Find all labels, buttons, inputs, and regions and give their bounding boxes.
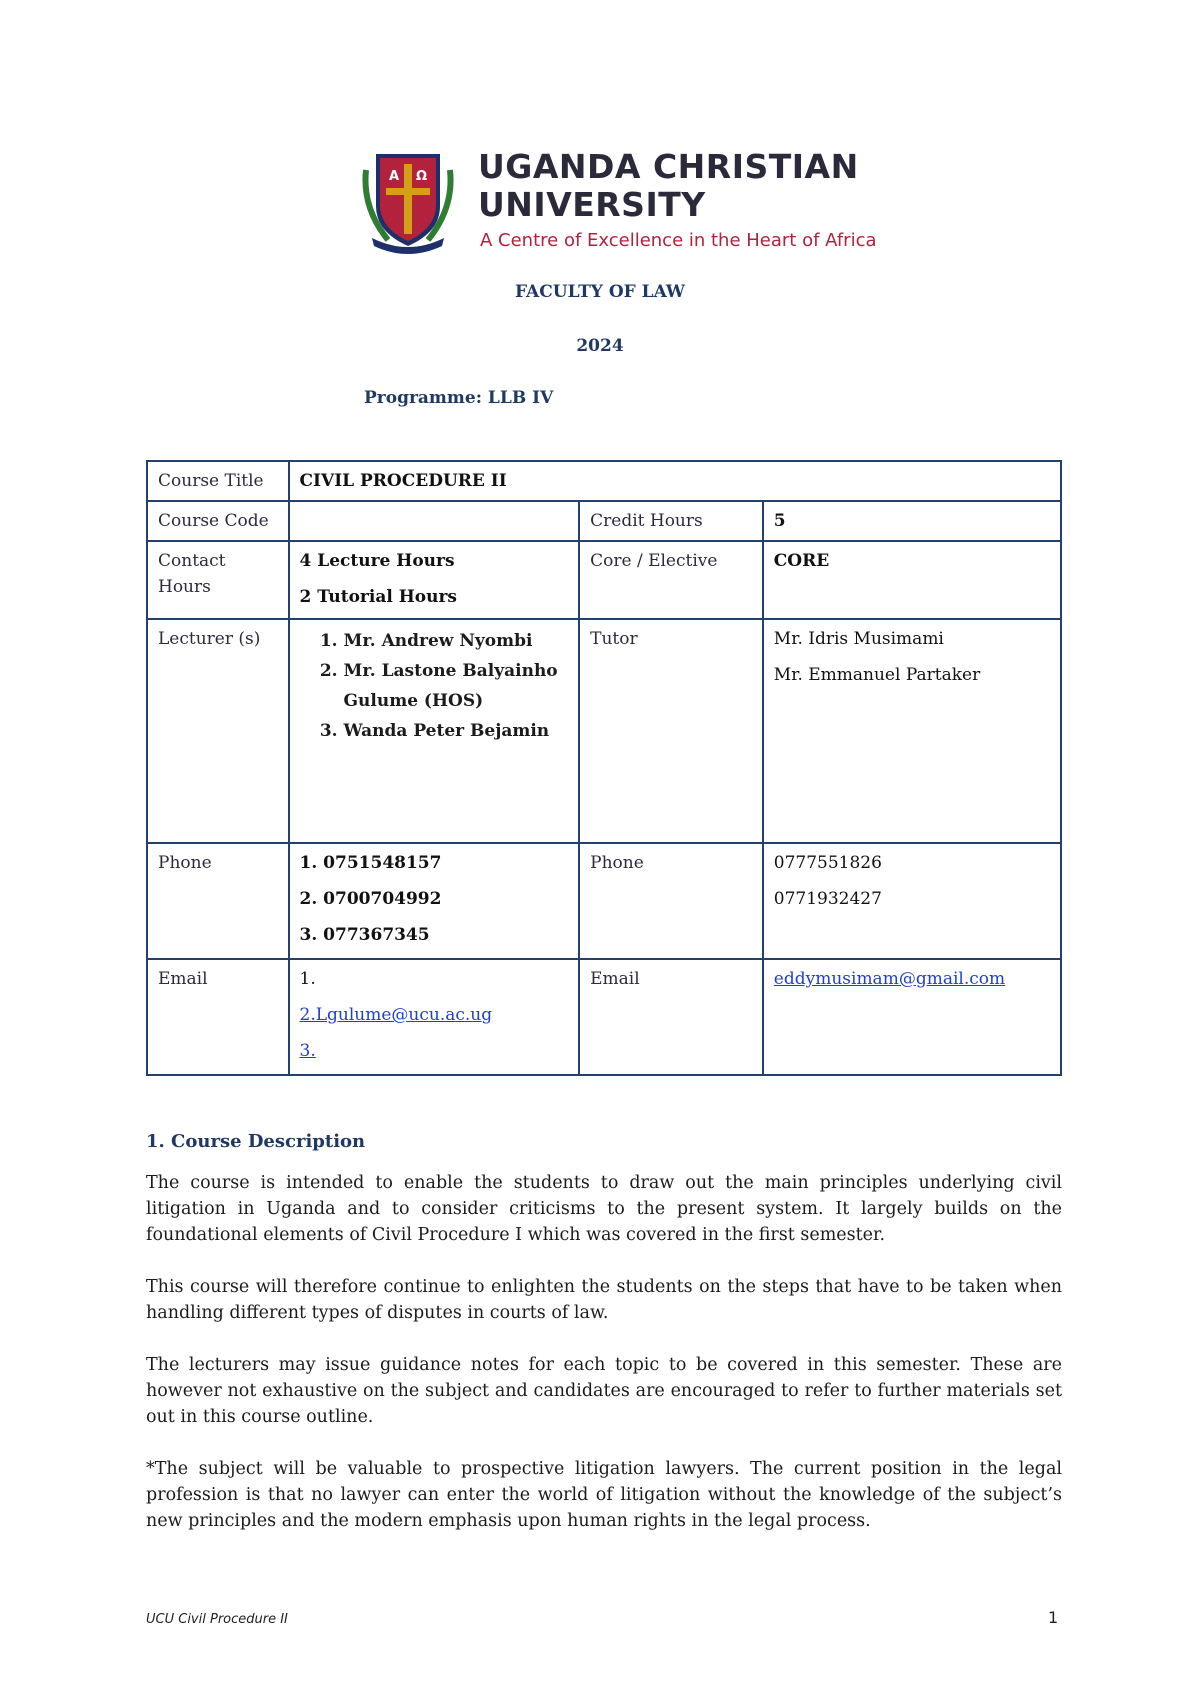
phone-label: Phone: [147, 843, 289, 959]
paragraph: This course will therefore continue to enlighten the students on the steps that have to be taken when handling different types of disputes in courts of law.: [146, 1277, 1062, 1323]
phone-number: 1. 0751548157: [299, 853, 442, 873]
phone-number: 2. 0700704992: [299, 889, 442, 909]
university-tagline: A Centre of Excellence in the Heart of Africa: [480, 230, 877, 251]
lecturers-label: Lecturer (s): [147, 619, 289, 843]
credit-hours-label: Credit Hours: [579, 501, 763, 541]
phone-number: 0777551826: [773, 853, 882, 873]
tutor-value: [763, 619, 1061, 843]
email-entry: 1.: [299, 969, 316, 989]
page-number: 1: [1048, 1608, 1059, 1627]
university-crest-icon: [358, 148, 458, 258]
tutor-phones: [763, 843, 1061, 959]
lecturers-value: [289, 619, 580, 843]
email-link[interactable]: 3.: [299, 1041, 316, 1061]
tutor-label: Tutor: [579, 619, 763, 843]
email-label: Email: [147, 959, 289, 1075]
contact-hours-label: Contact Hours: [147, 541, 289, 619]
lecturer-emails: [289, 959, 580, 1075]
core-elective-value: CORE: [763, 541, 1061, 619]
email-link[interactable]: eddymusimam@gmail.com: [773, 969, 1006, 989]
lecture-hours: 4 Lecture Hours: [299, 551, 455, 571]
list-item: 1. Mr. Andrew Nyombi: [344, 626, 569, 656]
tutor-email: [763, 959, 1061, 1075]
table-row: [147, 501, 1061, 541]
list-item: 3. Wanda Peter Bejamin: [344, 716, 569, 746]
phone-number: 0771932427: [773, 889, 882, 909]
paragraph: The lecturers may issue guidance notes for each topic to be covered in this semester. These are however not exhaustive on the subject and candidates are encouraged to refer to further materials set out in this course outline.: [146, 1355, 1062, 1427]
table-row: [147, 959, 1061, 1075]
year-heading: 2024: [576, 336, 624, 356]
table-row: [147, 619, 1061, 843]
tutorial-hours: 2 Tutorial Hours: [299, 587, 457, 607]
table-row: [147, 843, 1061, 959]
paragraph: *The subject will be valuable to prospective litigation lawyers. The current position in the legal profession is that no lawyer can enter the world of litigation without the knowledge of the subject’s new principles and the modern emphasis upon human rights in the legal process.: [146, 1459, 1062, 1531]
course-code-label: Course Code: [147, 501, 289, 541]
contact-hours-value: [289, 541, 580, 619]
section-title: 1. Course Description: [146, 1131, 366, 1152]
course-title-value: CIVIL PROCEDURE II: [289, 461, 1061, 501]
lecturers-list: [300, 626, 569, 746]
svg-text:Ω: Ω: [416, 169, 428, 184]
credit-hours-value: 5: [763, 501, 1061, 541]
course-title-label: Course Title: [147, 461, 289, 501]
phone-number: 3. 077367345: [299, 925, 430, 945]
university-logo: [358, 147, 877, 260]
course-code-value: [289, 501, 580, 541]
lecturer-phones: [289, 843, 580, 959]
tutor-name: Mr. Idris Musimami: [773, 629, 944, 649]
programme-heading: Programme: LLB IV: [364, 388, 554, 408]
paragraph: The course is intended to enable the students to draw out the main principles underlying civil litigation in Uganda and to consider criticisms to the present system. It largely builds on the foundational elements of Civil Procedure I which was covered in the first semester.: [146, 1173, 1062, 1245]
university-name: UGANDA CHRISTIAN UNIVERSITY: [478, 147, 859, 224]
table-row: [147, 541, 1061, 619]
email-link[interactable]: 2.Lgulume@ucu.ac.ug: [299, 1005, 493, 1025]
list-item: 2. Mr. Lastone Balyainho Gulume (HOS): [344, 656, 569, 716]
faculty-heading: FACULTY OF LAW: [514, 282, 686, 302]
tutor-email-label: Email: [579, 959, 763, 1075]
tutor-name: Mr. Emmanuel Partaker: [773, 665, 981, 685]
svg-text:A: A: [389, 169, 400, 184]
core-elective-label: Core / Elective: [579, 541, 763, 619]
tutor-phone-label: Phone: [579, 843, 763, 959]
footer-title: UCU Civil Procedure II: [146, 1612, 288, 1627]
course-info-table: [146, 460, 1062, 1076]
table-row: [147, 461, 1061, 501]
